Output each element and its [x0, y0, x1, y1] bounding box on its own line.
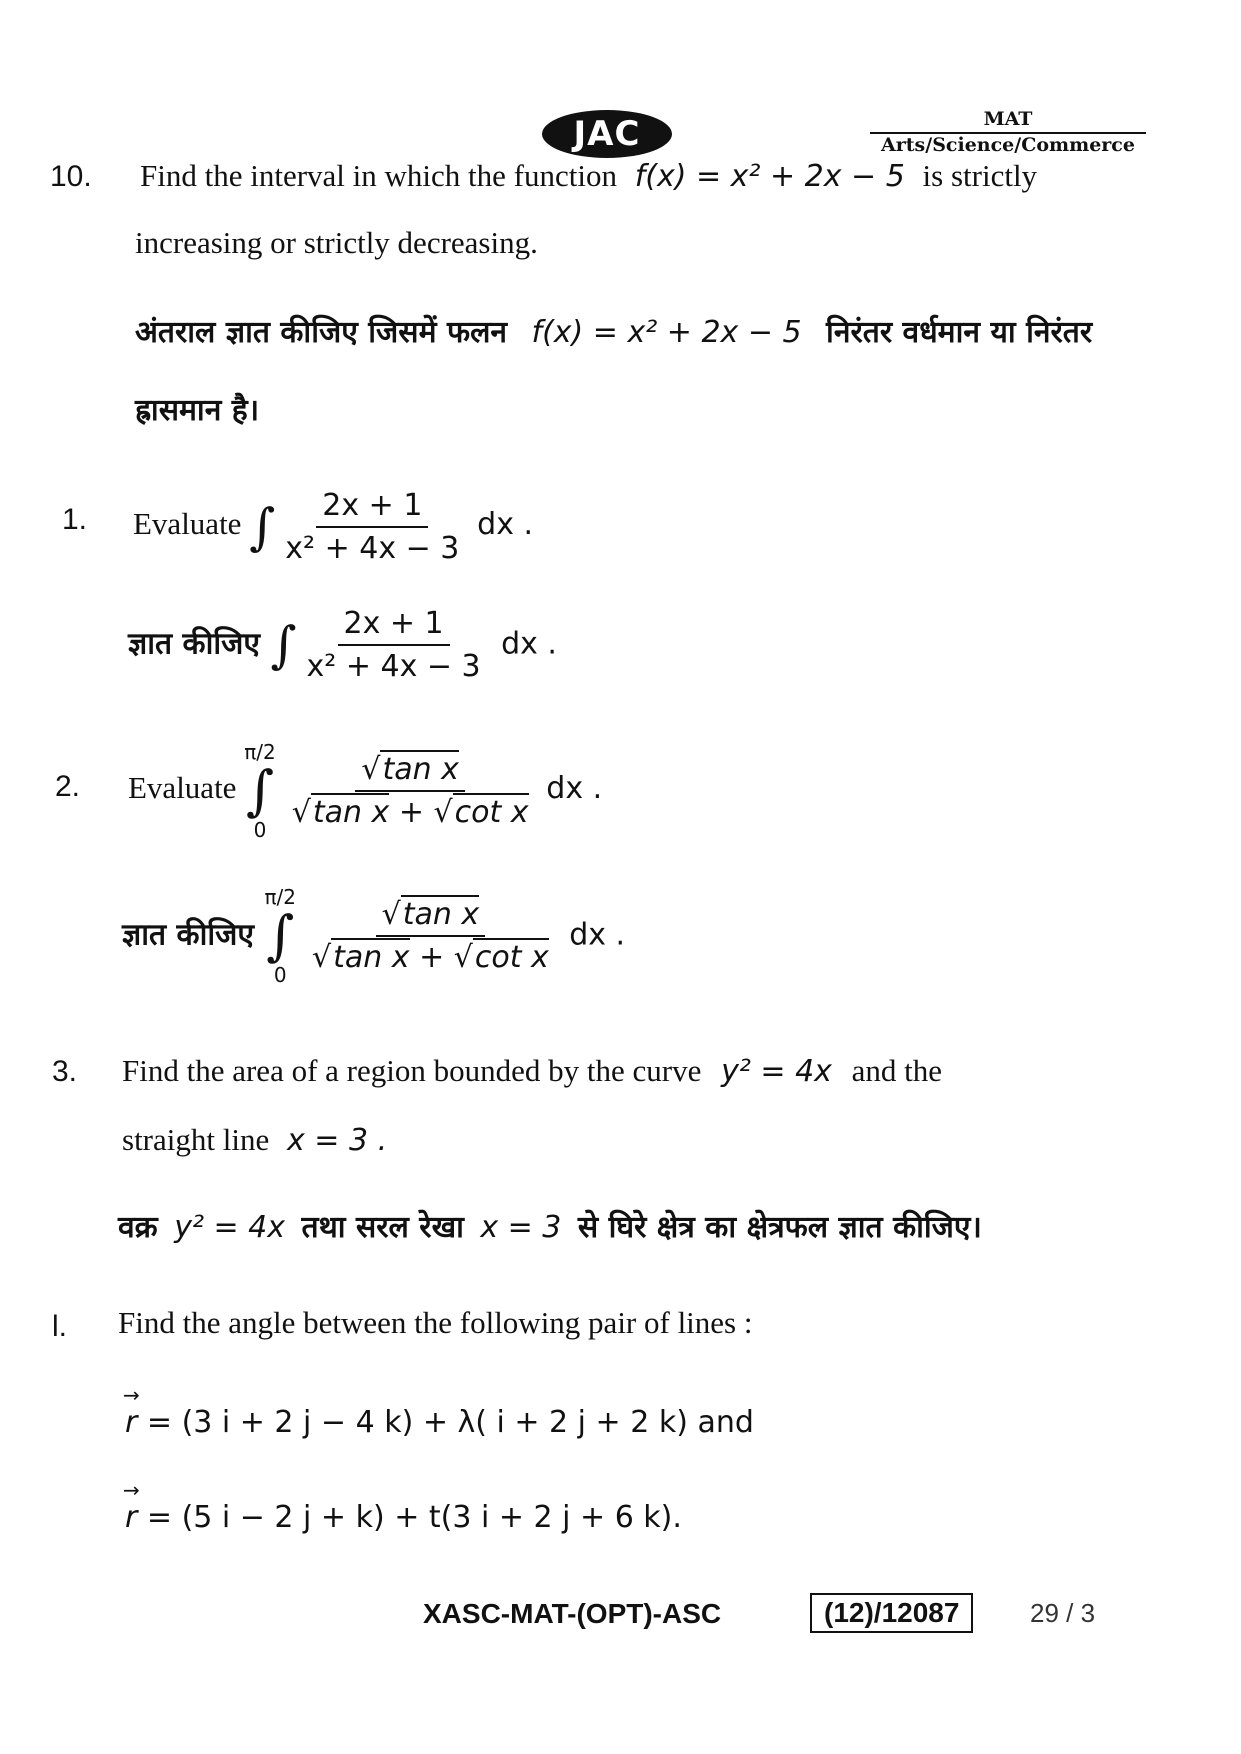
curve-equation: y² = 4x	[721, 1054, 832, 1089]
dx: dx .	[569, 917, 626, 953]
radicand: tan x	[402, 897, 480, 932]
numerator: √tan x	[376, 897, 486, 937]
denominator: x² + 4x − 3	[306, 649, 481, 684]
vector-r: → r	[125, 1405, 137, 1440]
text-segment: Find the interval in which the function	[140, 158, 617, 193]
question-text-en	[140, 158, 1037, 194]
radicand: tan x	[333, 940, 410, 975]
integral-sign: ∫	[266, 904, 295, 967]
fraction	[306, 897, 555, 975]
definite-integral-en	[128, 740, 602, 842]
definite-integral-sign	[264, 885, 296, 987]
text-segment: is strictly	[922, 158, 1038, 193]
integral-sign: ∫	[270, 616, 297, 674]
numerator: 2x + 1	[316, 488, 428, 528]
equation-body: = (3 i + 2 j − 4 k) + λ( i + 2 j + 2 k) and	[146, 1405, 754, 1440]
line-equation-1	[125, 1405, 754, 1440]
text-segment: Find the area of a region bounded by the curve	[122, 1053, 702, 1088]
curve-equation: y² = 4x	[174, 1210, 286, 1245]
definite-integral-sign	[244, 740, 276, 842]
question-text-hi	[135, 310, 1092, 351]
radicand: tan x	[382, 752, 459, 787]
question-text-en-cont: increasing or strictly decreasing.	[135, 225, 538, 260]
paper-code: XASC-MAT-(OPT)-ASC	[423, 1598, 722, 1629]
dx: dx .	[546, 771, 603, 807]
question-text-en: Find the angle between the following pair of lines :	[118, 1305, 753, 1340]
text-segment: Evaluate	[133, 506, 242, 542]
upper-limit: π/2	[244, 740, 276, 764]
question-text-hi-cont: ह्रासमान है।	[135, 393, 260, 428]
page-number: 29 / 3	[1030, 1598, 1096, 1628]
question-number: 2.	[55, 770, 81, 803]
text-segment: अंतराल ज्ञात कीजिए जिसमें फलन	[135, 315, 508, 350]
denominator: x² + 4x − 3	[285, 531, 460, 566]
lower-limit: 0	[253, 818, 267, 842]
question-text-en-cont	[122, 1122, 387, 1158]
question-number: l.	[52, 1310, 67, 1343]
jac-logo: JAC	[542, 110, 672, 158]
line-equation-2	[125, 1500, 682, 1535]
question-text-hi	[118, 1205, 982, 1246]
numerator: 2x + 1	[338, 606, 450, 646]
subject-code: MAT	[870, 108, 1146, 134]
function-expression: f(x) = x² + 2x − 5	[634, 159, 905, 194]
subject-tag	[870, 108, 1146, 156]
definite-integral-hi	[122, 885, 625, 987]
text-segment: तथा सरल रेखा	[301, 1210, 464, 1245]
text-segment: ज्ञात कीजिए	[128, 626, 260, 662]
paper-set-box: (12)/12087	[810, 1593, 973, 1633]
fraction	[301, 606, 487, 684]
text-segment: वक्र	[118, 1210, 158, 1245]
dx: dx .	[477, 507, 534, 543]
dx: dx .	[501, 626, 557, 662]
question-number: 10.	[50, 160, 92, 193]
radicand: cot x	[454, 795, 529, 830]
text-segment: निरंतर वर्धमान या निरंतर	[826, 315, 1093, 350]
subject-streams: Arts/Science/Commerce	[881, 134, 1135, 156]
denominator: √tan x + √cot x	[311, 940, 549, 975]
text-segment: and the	[851, 1053, 943, 1088]
integral-en	[133, 488, 533, 566]
lower-limit: 0	[273, 963, 287, 987]
integral-sign: ∫	[245, 759, 275, 822]
equation-body: = (5 i − 2 j + k) + t(3 i + 2 j + 6 k).	[146, 1500, 682, 1535]
question-number: 3.	[52, 1055, 78, 1088]
fraction	[286, 752, 535, 830]
numerator: √tan x	[355, 752, 465, 792]
upper-limit: π/2	[264, 885, 296, 909]
radicand: cot x	[474, 940, 549, 975]
function-expression: f(x) = x² + 2x − 5	[531, 315, 802, 350]
text-segment: से घिरे क्षेत्र का क्षेत्रफल ज्ञात कीजिए।	[577, 1210, 982, 1245]
question-number: 1.	[62, 503, 88, 536]
line-equation: x = 3	[480, 1210, 562, 1245]
question-text-en	[122, 1053, 942, 1089]
text-segment: straight line	[122, 1122, 270, 1157]
text-segment: Evaluate	[128, 770, 237, 806]
denominator: √tan x + √cot x	[291, 795, 529, 830]
fraction	[279, 488, 465, 566]
integral-sign: ∫	[249, 498, 276, 556]
text-segment: ज्ञात कीजिए	[122, 917, 254, 953]
line-equation: x = 3 .	[286, 1123, 388, 1158]
vector-r: → r	[125, 1500, 137, 1535]
radicand: tan x	[312, 795, 390, 830]
integral-hi	[128, 606, 557, 684]
